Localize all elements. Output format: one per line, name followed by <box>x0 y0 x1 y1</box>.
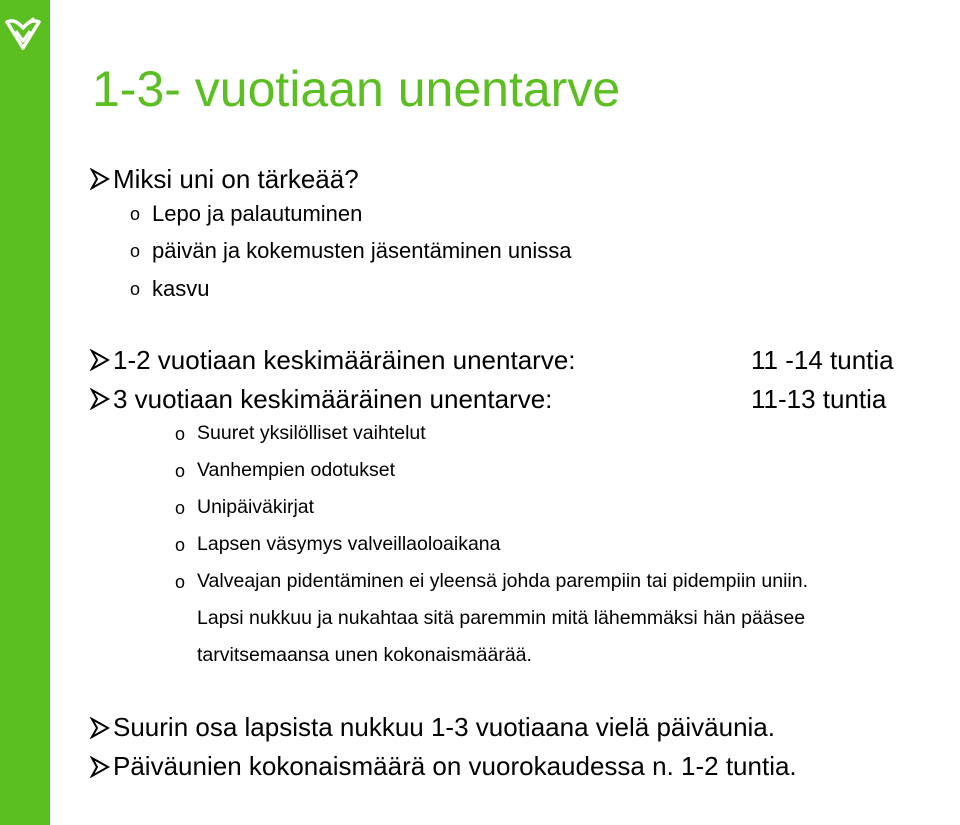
detail-item: Valveajan pidentäminen ei yleensä johda parempiin tai pidempiin uniin. <box>197 570 809 592</box>
sub-bullet-icon: o <box>175 572 186 592</box>
sub-bullet-icon: o <box>175 461 186 481</box>
need-label: 1-2 vuotiaan keskimääräinen unentarve: <box>113 345 576 375</box>
detail-continuation: tarvitsemaansa unen kokonaismäärää. <box>197 644 532 666</box>
why-item: Lepo ja palautuminen <box>152 201 363 226</box>
arrow-bullet-icon <box>90 168 110 190</box>
need-value: 11 -14 tuntia <box>751 345 894 375</box>
sub-bullet-icon: o <box>130 241 141 261</box>
why-item: kasvu <box>152 276 210 301</box>
logo-icon <box>3 14 43 54</box>
sub-bullet-icon: o <box>175 535 186 555</box>
why-heading: Miksi uni on tärkeää? <box>113 164 359 194</box>
sub-bullet-icon: o <box>130 279 141 299</box>
arrow-bullet-icon <box>90 756 110 778</box>
sub-bullet-icon: o <box>175 424 186 444</box>
why-item: päivän ja kokemusten jäsentäminen unissa <box>152 238 572 263</box>
detail-item: Suuret yksilölliset vaihtelut <box>197 422 426 444</box>
need-label: 3 vuotiaan keskimääräinen unentarve: <box>113 384 553 414</box>
detail-item: Lapsen väsymys valveillaoloaikana <box>197 533 501 555</box>
need-value: 11-13 tuntia <box>751 384 887 414</box>
sub-bullet-icon: o <box>130 204 141 224</box>
arrow-bullet-icon <box>90 717 110 739</box>
green-sidebar <box>0 0 50 825</box>
arrow-bullet-icon <box>90 388 110 410</box>
detail-item: Vanhempien odotukset <box>197 459 396 481</box>
page-title: 1-3- vuotiaan unentarve <box>92 61 621 117</box>
arrow-bullet-icon <box>90 349 110 371</box>
detail-item: Unipäiväkirjat <box>197 496 315 518</box>
sub-bullet-icon: o <box>175 498 186 518</box>
detail-continuation: Lapsi nukkuu ja nukahtaa sitä paremmin mitä lähemmäksi hän pääsee <box>197 607 806 629</box>
bottom-item: Suurin osa lapsista nukkuu 1-3 vuotiaana vielä päiväunia. <box>113 712 775 742</box>
bottom-item: Päiväunien kokonaismäärä on vuorokaudessa n. 1-2 tuntia. <box>113 751 797 781</box>
